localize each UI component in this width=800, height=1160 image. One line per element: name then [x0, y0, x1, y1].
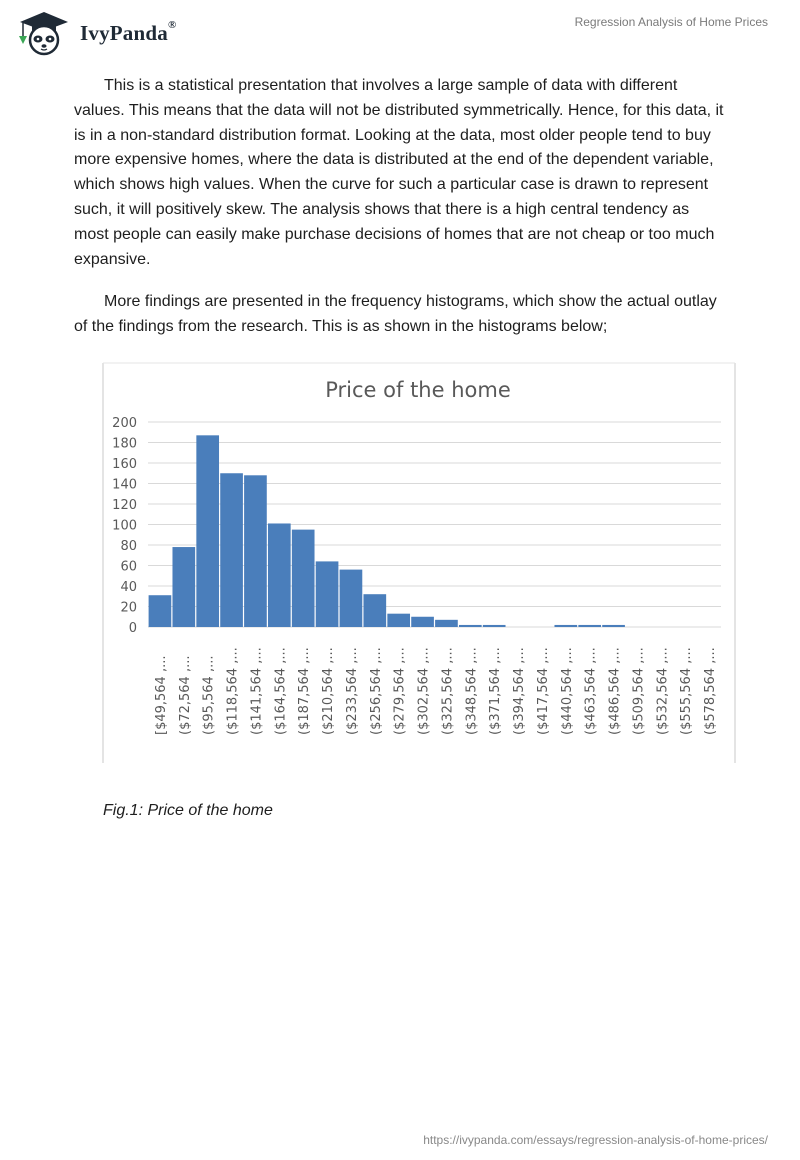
- y-axis-ticks: [112, 416, 137, 636]
- x-tick-label: ($578,564 ,...: [703, 647, 719, 735]
- x-tick-label: ($348,564 ,...: [464, 647, 480, 735]
- y-tick-label: 200: [112, 416, 137, 431]
- x-tick-label: ($532,564 ,...: [655, 647, 671, 735]
- page-header: [0, 0, 800, 60]
- x-tick-label: ($302,564 ,...: [416, 647, 432, 735]
- x-tick-label: ($233,564 ,...: [344, 647, 360, 735]
- histogram-bar: [196, 435, 219, 627]
- histogram-bar: [172, 547, 195, 627]
- histogram-bar: [435, 620, 458, 627]
- x-tick-label: ($187,564 ,...: [297, 647, 313, 735]
- source-url[interactable]: https://ivypanda.com/essays/regression-analysis-of-home-prices/: [423, 1133, 768, 1147]
- y-tick-label: 0: [128, 621, 137, 636]
- y-tick-label: 160: [112, 457, 137, 472]
- x-tick-label: ($141,564 ,...: [249, 647, 265, 735]
- histogram-bar: [483, 625, 506, 627]
- chart-title: Price of the home: [325, 378, 511, 402]
- histogram-bar: [363, 594, 386, 627]
- histogram-bar: [602, 625, 625, 627]
- paragraph-2: More findings are presented in the frequency histograms, which show the actual outlay of the findings from the research. This is as shown in the histograms below;: [74, 293, 717, 335]
- histogram-bar: [459, 625, 482, 627]
- x-axis-ticks: [154, 647, 718, 735]
- y-tick-label: 80: [120, 539, 137, 554]
- x-tick-label: ($325,564 ,...: [440, 647, 456, 735]
- histogram-bar: [220, 473, 243, 627]
- x-tick-label: [$49,564 ,...: [153, 655, 169, 735]
- histogram-bar: [292, 530, 315, 627]
- histogram-bar: [268, 523, 291, 627]
- y-tick-label: 60: [120, 559, 137, 575]
- x-tick-label: ($210,564 ,...: [321, 647, 337, 735]
- y-tick-label: 40: [120, 580, 137, 595]
- x-tick-label: ($509,564 ,...: [631, 647, 647, 735]
- x-tick-label: ($164,564 ,...: [273, 647, 289, 735]
- x-tick-label: ($463,564 ,...: [583, 647, 599, 735]
- histogram-svg: [100, 355, 740, 765]
- y-tick-label: 140: [112, 477, 137, 493]
- brand-name: IvyPanda®: [80, 18, 177, 45]
- y-tick-label: 20: [120, 600, 137, 616]
- x-tick-label: ($440,564 ,...: [559, 647, 575, 735]
- histogram-bar: [244, 475, 267, 627]
- x-tick-label: ($555,564 ,...: [679, 647, 695, 735]
- histogram-bar: [578, 625, 601, 627]
- y-tick-label: 180: [112, 436, 137, 452]
- histogram-bar: [554, 625, 577, 627]
- histogram-bar: [387, 614, 410, 627]
- histogram-bar: [340, 570, 363, 627]
- bars: [149, 435, 625, 627]
- x-tick-label: ($118,564 ,...: [225, 647, 241, 735]
- y-tick-label: 100: [112, 518, 137, 534]
- figure-caption: Fig.1: Price of the home: [103, 802, 273, 819]
- x-tick-label: ($486,564 ,...: [607, 647, 623, 735]
- x-tick-label: ($256,564 ,...: [368, 647, 384, 735]
- histogram-bar: [149, 595, 172, 627]
- histogram-bar: [316, 561, 339, 627]
- ivypanda-logo[interactable]: [14, 10, 176, 56]
- y-tick-label: 120: [112, 498, 137, 513]
- x-tick-label: ($279,564 ,...: [392, 647, 408, 735]
- histogram-bar: [411, 617, 434, 627]
- document-title: Regression Analysis of Home Prices: [574, 15, 768, 29]
- x-tick-label: ($72,564 ,...: [177, 655, 193, 735]
- histogram-chart: [100, 355, 740, 765]
- x-tick-label: ($371,564 ,...: [488, 647, 504, 735]
- paragraph-1: This is a statistical presentation that involves a large sample of data with different values. This means that the data will not be distributed symmetrically. Hence, for this data, it is in a non-standard distribution format. Looking at the data, most older people tend to buy more expensive homes, where the data is distributed at the end of the dependent variable, which shows high values. When the curve for such a particular case is drawn to represent such, it will positively skew. The analysis shows that there is a high central tendency as most people can easily make purchase decisions of homes that are not cheap or too much expansive.: [74, 77, 724, 268]
- x-tick-label: ($394,564 ,...: [512, 647, 528, 735]
- x-tick-label: ($417,564 ,...: [535, 647, 551, 735]
- panda-graduate-icon: [14, 10, 74, 56]
- x-tick-label: ($95,564 ,...: [201, 655, 217, 735]
